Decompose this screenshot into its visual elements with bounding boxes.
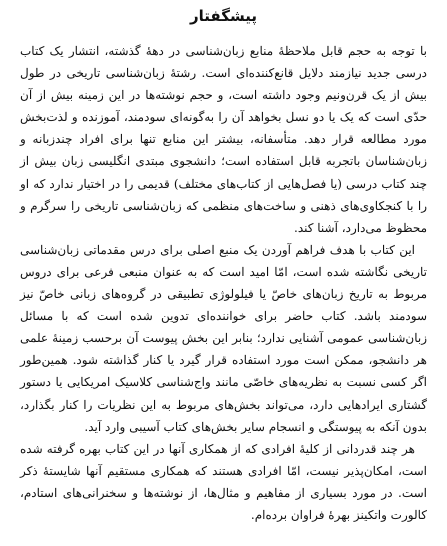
paragraph-3: هر چند قدردانی از کلیهٔ افرادی که از همکاری آنها در این کتاب بهره گرفته شده است، امکان‌پذیر نیست، امّا افرادی هستند که همکاری مستقیم آنها شایستهٔ ذکر است. در مورد بسیاری از مفاهیم و مثال‌ها، از نوشته‌ها و سخنرانی‌های استادم، کالورت واتکینز بهرهٔ فراوان برده‌ام. <box>20 441 427 522</box>
page-title: پیشگفتار <box>190 7 257 25</box>
paragraph-1: با توجه به حجم قابل ملاحظهٔ منابع زبان‌شناسی در دههٔ گذشته، انتشار یک کتاب درسی جدید نیازمند دلایل قانع‌کننده‌ای است. رشتهٔ زبان‌شناسی تاریخی در طول بیش از یک قرن‌ونیم وجود داشته است، و حجم نوشته‌ها در این زمینه بیش از آن حدّی است که یک یا دو نسل بخواهد آن را به‌گونه‌ای سودمند، آموزنده و لذت‌بخش مورد مطالعه قرار دهد. متأسفانه، بیشتر این منابع تنها برای افراد چندزبانه و زبان‌شناسان باتجربه قابل استفاده است؛ دانشجوی مبتدی انگلیسی زبان بیش از چند کتاب درسی (یا فصل‌هایی از کتاب‌های مختلف) قدیمی را در اختیار ندارد که او را با کنجکاوی‌های ذهنی و ساخت‌های منظمی که زبان‌شناسی تاریخی را سرگرم و محظوظ می‌دارد، آشنا کند. <box>20 44 427 235</box>
paragraph-2: این کتاب با هدف فراهم آوردن یک منبع اصلی برای درس مقدماتی زبان‌شناسی تاریخی نگاشته شده است، امّا امید است که به عنوان منبعی فرعی برای دروس مربوط به تاریخ زبان‌های خاصّ یا فیلولوژی تطبیقی در گروه‌های زبانی خاصّ نیز سودمند باشد. کتاب حاضر برای خواننده‌ای تدوین شده است که با مسائل زبان‌شناسی عمومی آشنایی ندارد؛ بنابر این بخش پیوست آن برحسب زمینهٔ علمی هر دانشجو، ممکن است مورد استفاده قرار گیرد یا کنار گذاشته شود. همین‌طور اگر کسی نسبت به نظریه‌های خاصّی مانند واج‌شناسی کلاسیک امریکایی یا دستور گشتاری ایرادهایی دارد، می‌تواند بخش‌های مربوط به این نظریات را کنار بگذارد، بدون آنکه به پیوستگی و انسجام سایر بخش‌های کتاب آسیبی وارد آید. <box>20 242 428 434</box>
